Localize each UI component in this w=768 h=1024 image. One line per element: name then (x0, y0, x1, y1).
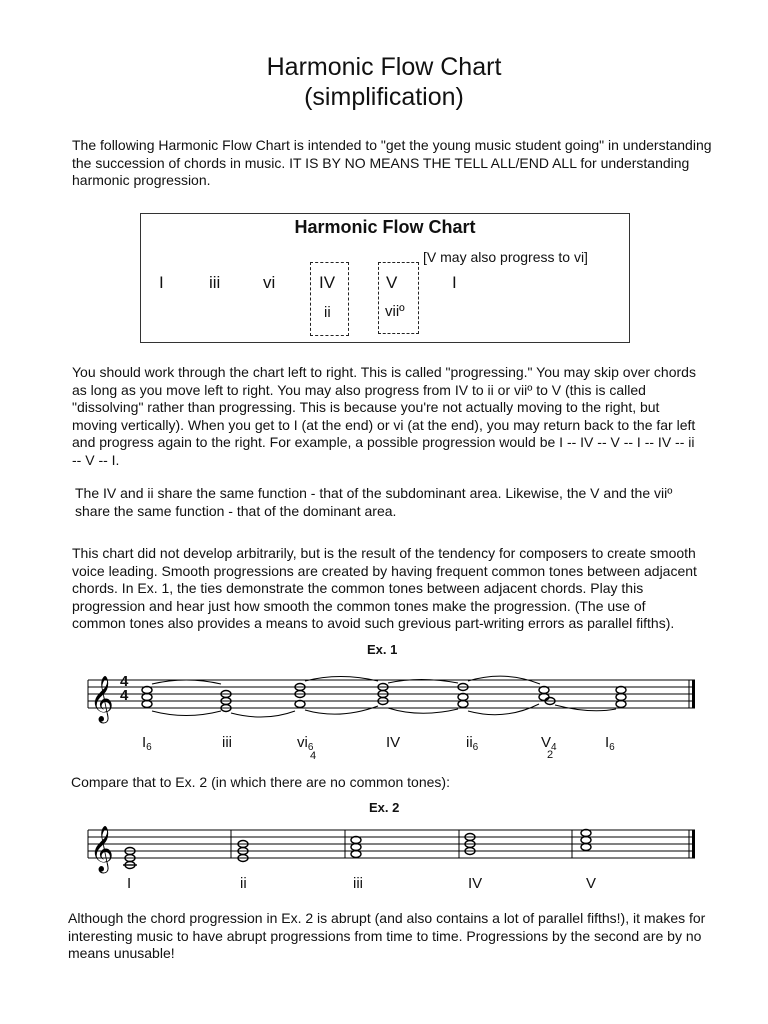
closing-paragraph: Although the chord progression in Ex. 2 is abrupt (and also contains a lot of parallel fifths!), it makes for interesting music to have abrupt progressions from time to time. Progressions by the second are by no means unusable! (68, 910, 706, 961)
time-signature-bottom: 4 (120, 687, 129, 704)
page-subtitle: (simplification) (304, 83, 464, 111)
progressing-paragraph: You should work through the chart left to right. This is called "progressing." You may skip over chords as long as you move left to right. You may also progress from IV to ii or viiº to V (this is called "dissolving" rather than progressing. This is because you're not actually moving to the right, but moving vertically). When you get to I (at the end) or vi (at the end), you may return back to the far left and progress again to the right. For example, a possible progression would be I -- IV -- V -- I -- IV -- ii -- V -- I. (72, 364, 696, 468)
ex1-figure-chord-6: 2 (547, 749, 554, 761)
chart-chord-vi: vi (263, 273, 276, 292)
flow-chart-heading: Harmonic Flow Chart (294, 217, 476, 237)
treble-clef-icon: 𝄞 (90, 676, 114, 722)
ex1-label-chord-5: $ii_6$ (466, 734, 479, 753)
ex1-label-chord-2: iii (222, 734, 232, 751)
ex2-label-chord-5: V (586, 875, 597, 892)
compare-text: Compare that to Ex. 2 (in which there are no common tones): (71, 774, 450, 790)
ex2-label-chord-4: IV (468, 875, 483, 892)
ex2-label-chord-3: iii (353, 875, 363, 892)
ex1-figure-chord-3: 4 (310, 750, 317, 762)
ex1-label-chord-1: $I_6$ (142, 734, 152, 753)
ex1-label: Ex. 1 (367, 642, 398, 657)
function-paragraph: The IV and ii share the same function - that of the subdominant area. Likewise, the V and the viiº share the same function - that of the dominant area. (75, 485, 673, 519)
ex1-label-chord-6: $V_4$ (541, 734, 557, 753)
chart-chord-I-right: I (452, 273, 457, 292)
treble-clef-icon: 𝄞 (90, 826, 114, 872)
flow-chart-note: [V may also progress to vi] (423, 249, 588, 265)
chart-chord-I-left: I (159, 273, 164, 292)
ex2-label-chord-1: I (127, 875, 132, 892)
ex1-label-chord-3: $vi_6$ (297, 734, 314, 753)
voice-leading-paragraph: This chart did not develop arbitrarily, but is the result of the tendency for composers to create smooth voice leading. Smooth progressions are created by having frequent common tones between adjacent chords. In Ex. 1, the ties demonstrate the common tones between adjacent chords. Play this progression and hear just how smooth the common tones make the progression. (The use of common tones also provides a means to avoid such grevious part-writing errors as parallel fifths). (72, 545, 697, 631)
ex2-label: Ex. 2 (369, 800, 400, 815)
page-title: Harmonic Flow Chart (266, 53, 502, 81)
chart-chord-vii: viiº (385, 303, 405, 320)
chart-chord-IV: IV (319, 273, 336, 292)
ex1-label-chord-4: IV (386, 734, 401, 751)
ex1-label-chord-7: $I_6$ (605, 734, 615, 753)
chart-chord-V: V (386, 273, 398, 292)
chart-chord-ii: ii (324, 304, 331, 321)
time-signature-top: 4 (120, 673, 129, 690)
ex2-label-chord-2: ii (240, 875, 247, 892)
intro-paragraph: The following Harmonic Flow Chart is intended to "get the young music student going" in understanding the succession of chords in music. IT IS BY NO MEANS THE TELL ALL/END ALL for understanding harmonic progression. (72, 137, 712, 188)
chart-chord-iii: iii (209, 273, 221, 292)
